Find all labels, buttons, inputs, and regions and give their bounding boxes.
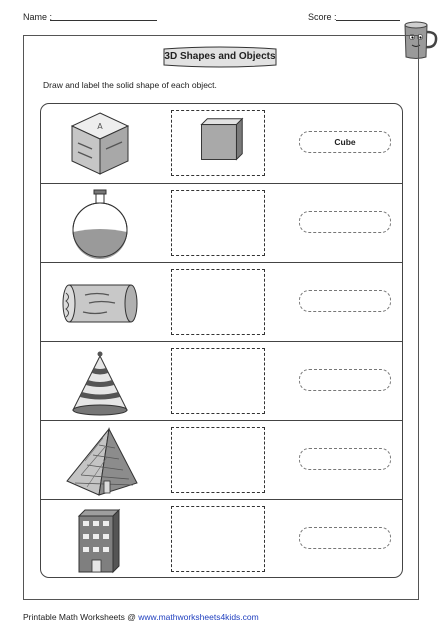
answer-label-box[interactable]: [299, 527, 391, 549]
answer-label-box[interactable]: [299, 369, 391, 391]
score-label: Score :: [308, 12, 337, 22]
exercise-row: [41, 183, 402, 263]
name-input-line[interactable]: [50, 20, 157, 21]
svg-text:A: A: [97, 122, 103, 131]
score-input-line[interactable]: [336, 20, 400, 21]
exercise-row: [41, 420, 402, 500]
instruction-text: Draw and label the solid shape of each object.: [43, 80, 217, 90]
drawing-area[interactable]: [171, 190, 265, 256]
building-icon: [59, 504, 141, 576]
exercise-row: [41, 341, 402, 421]
exercise-table: [40, 103, 403, 578]
round-flask-icon: [59, 188, 141, 260]
answer-label-box[interactable]: Cube: [299, 131, 391, 153]
answer-label-box[interactable]: [299, 290, 391, 312]
name-label: Name :: [23, 12, 53, 22]
drawing-area[interactable]: [171, 348, 265, 414]
footer-url-link[interactable]: www.mathworksheets4kids.com: [138, 612, 259, 622]
answer-label-box[interactable]: [299, 448, 391, 470]
exercise-row: [41, 104, 402, 183]
drawing-area[interactable]: [171, 427, 265, 493]
footer: [23, 612, 259, 622]
log-icon: [59, 267, 141, 339]
party-hat-icon: [59, 346, 141, 418]
answer-label-box[interactable]: [299, 211, 391, 233]
drawing-area[interactable]: [171, 269, 265, 335]
pyramid-icon: [59, 425, 141, 497]
exercise-row: [41, 262, 402, 342]
drawing-area[interactable]: [171, 506, 265, 572]
cube-icon: [172, 111, 264, 175]
footer-prefix: Printable Math Worksheets @: [23, 612, 136, 622]
exercise-row: [41, 499, 402, 579]
drawing-area[interactable]: [171, 110, 265, 176]
dice-icon: [59, 108, 141, 180]
worksheet-title: 3D Shapes and Objects: [164, 51, 276, 62]
